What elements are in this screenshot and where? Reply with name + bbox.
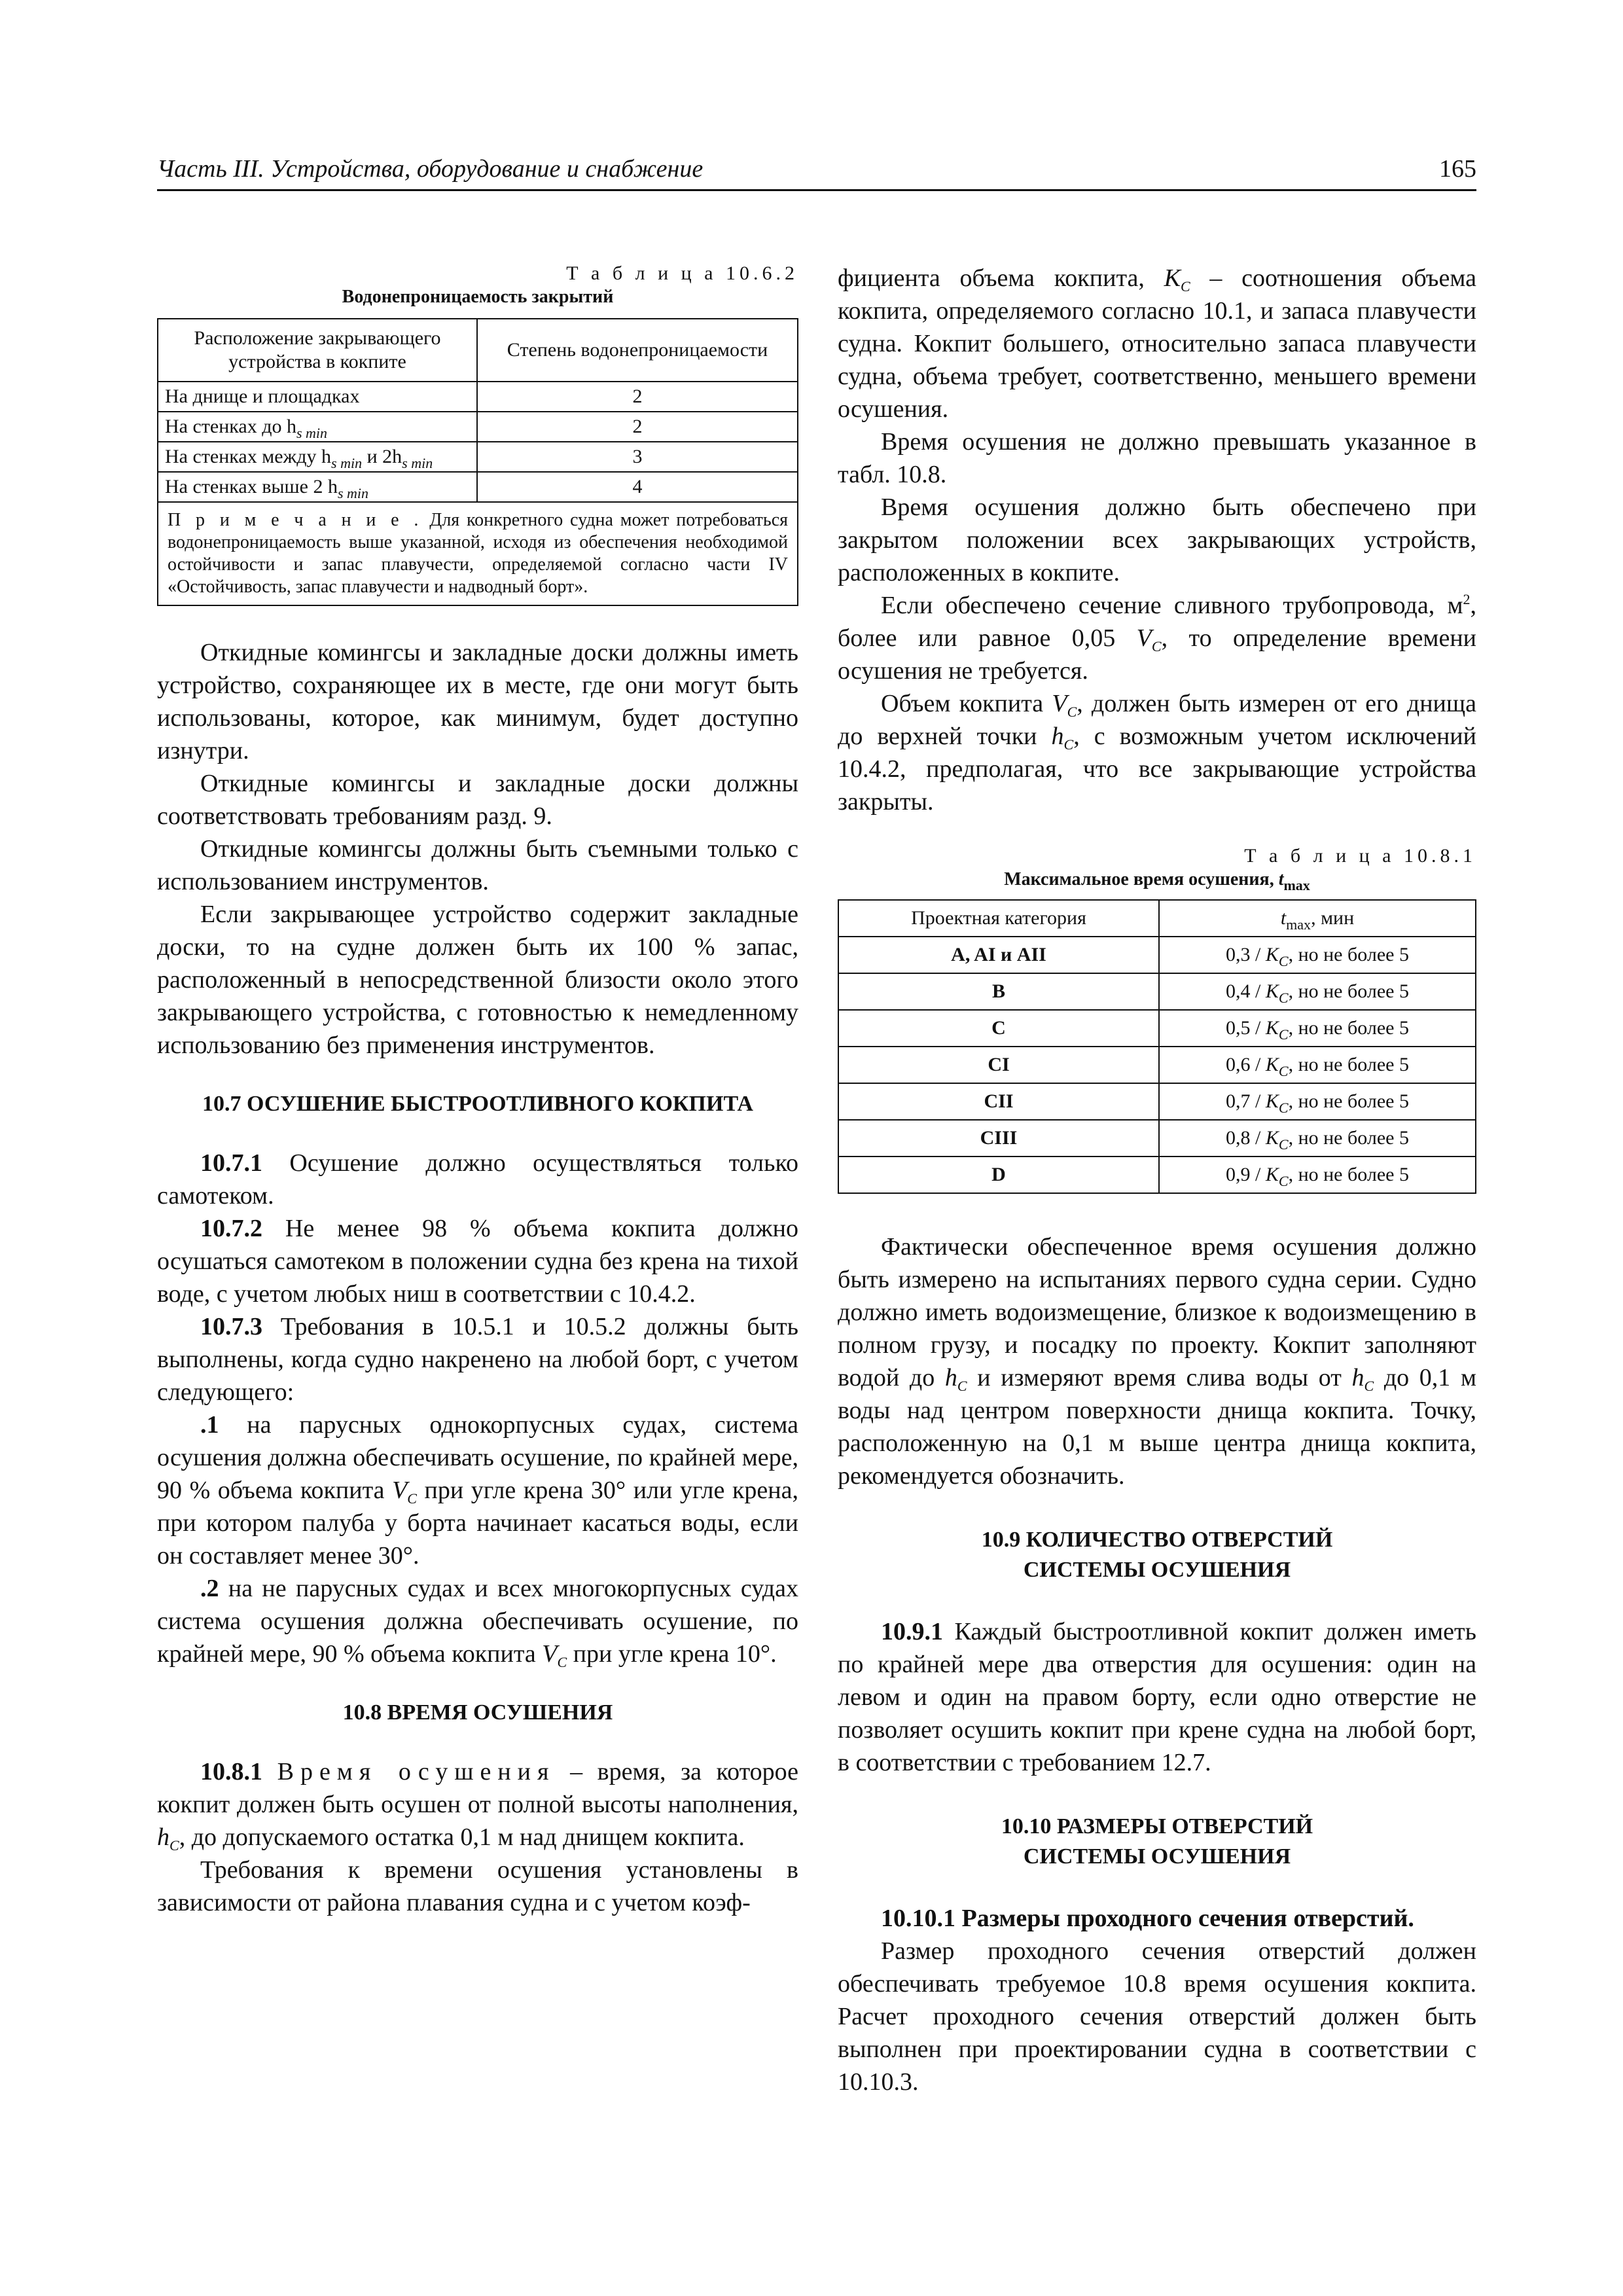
table-10-8-1-title: Максимальное время осушения, $t_{max}$ bbox=[1004, 869, 1310, 893]
time-cell: $0,5 / K_C$, но не более 5 bbox=[1159, 1010, 1476, 1047]
paragraph: Время осушения должно быть обеспечено при закрытом положении всех закрывающих устройств, расположенных в кокпите. bbox=[838, 493, 1476, 586]
table-header-row bbox=[158, 319, 798, 382]
row-location: На стенках до $h_{s min}$ bbox=[158, 412, 477, 442]
category-cell: CI bbox=[838, 1047, 1159, 1083]
category-cell: CII bbox=[838, 1083, 1159, 1120]
header-degree: Степень водонепроницаемости bbox=[477, 319, 798, 382]
right-column bbox=[838, 262, 1476, 2098]
paragraph: фициента объема кокпита, $K_C$ – соотношения объема кокпита, определяемого согласно 10.1, и запаса плавучести судна. Кокпит большего, относительно запаса плавучести судна, объема требует, соответственно, меньшего времени осушения. bbox=[838, 264, 1476, 423]
table-row bbox=[838, 1047, 1476, 1083]
header-time: $t_{max}$, мин bbox=[1159, 900, 1476, 937]
watertightness-table bbox=[157, 318, 798, 606]
time-cell: $0,4 / K_C$, но не более 5 bbox=[1159, 973, 1476, 1010]
page-number: 165 bbox=[1439, 155, 1476, 183]
paragraph-10-7-2: 10.7.2 Не менее 98 % объема кокпита должно осушаться самотеком в положении судна без крена на тихой воде, с учетом любых ниш в соответствии с 10.4.2. bbox=[157, 1215, 798, 1308]
table-row bbox=[158, 442, 798, 472]
paragraph-10-7-1: 10.7.1 Осушение должно осуществляться только самотеком. bbox=[157, 1149, 798, 1210]
paragraph-10-10-1: Размер проходного сечения отверстий должен обеспечивать требуемое 10.8 время осушения кокпита. Расчет проходного сечения отверстий должен быть выполнен при проектировании судна в соответствии с 10.10.3. bbox=[838, 1937, 1476, 2096]
row-degree: 2 bbox=[477, 412, 798, 442]
paragraph-10-7-3: 10.7.3 Требования в 10.5.1 и 10.5.2 должны быть выполнены, когда судно накренено на любой борт, с учетом следующего: bbox=[157, 1313, 798, 1406]
paragraph: Если обеспечено сечение сливного трубопровода, $м^2$, более или равное 0,05 $V_C$, то определение времени осушения не требуется. bbox=[838, 591, 1476, 685]
row-degree: 4 bbox=[477, 472, 798, 502]
section-heading-10-8: 10.8 ВРЕМЯ ОСУШЕНИЯ bbox=[342, 1700, 613, 1725]
table-row bbox=[838, 973, 1476, 1010]
header-location: Расположение закрывающего устройства в кокпите bbox=[158, 319, 477, 382]
list-item-2: .2 на не парусных судах и всех многокорпусных судах система осушения должна обеспечивать осушение, по крайней мере, 90 % объема кокпита $V_C$ при угле крена 10°. bbox=[157, 1575, 798, 1670]
time-cell: $0,3 / K_C$, но не более 5 bbox=[1159, 937, 1476, 973]
time-cell: $0,9 / K_C$, но не более 5 bbox=[1159, 1157, 1476, 1193]
paragraph: Фактически обеспеченное время осушения должно быть измерено на испытаниях первого судна серии. Судно должно иметь водоизмещение, близкое к водоизмещению в полном грузу, и посадку по проекту. Кокпит заполняют водой до $h_C$ и измеряют время слива воды от $h_C$ до 0,1 м воды над центром поверхности днища кокпита. Точку, расположенную на 0,1 м выше центра днища кокпита, рекомендуется обозначить. bbox=[838, 1233, 1477, 1490]
table-note: П р и м е ч а н и е . Для конкретного судна может потребоваться водонепроницаемость выше указанной, исходя из обеспечения необходимой остойчивости и запас плавучести, определяемой согласно части IV «Остойчивость, запас плавучести и надводный борт». bbox=[158, 502, 798, 605]
table-note-row bbox=[158, 502, 798, 605]
paragraph: Откидные комингсы и закладные доски должны иметь устройство, сохраняющее их в месте, где они могут быть использованы, которое, как минимум, будет доступно изнутри. bbox=[157, 639, 798, 764]
time-cell: $0,8 / K_C$, но не более 5 bbox=[1159, 1120, 1476, 1157]
page-header bbox=[157, 154, 1476, 191]
paragraph: Откидные комингсы должны быть съемными только с использованием инструментов. bbox=[157, 835, 798, 895]
table-row bbox=[838, 1010, 1476, 1047]
paragraph: Объем кокпита $V_C$, должен быть измерен от его днища до верхней точки $h_C$, с возможным учетом исключений 10.4.2, предполагая, что все закрывающие устройства закрыты. bbox=[838, 690, 1476, 816]
time-cell: $0,6 / K_C$, но не более 5 bbox=[1159, 1047, 1476, 1083]
paragraph-10-9-1: 10.9.1 Каждый быстроотливной кокпит должен иметь по крайней мере два отверстия для осушения: один на левом и один на правом борту, если одно отверстие не позволяет осушить кокпит при крене судна на любой борт, в соответствии с требованием 12.7. bbox=[838, 1618, 1476, 1776]
table-10-8-1-caption: Т а б л и ц а 10.8.1 bbox=[1244, 845, 1476, 867]
row-location: На стенках выше 2 $h_{s min}$ bbox=[158, 472, 477, 502]
category-cell: D bbox=[838, 1157, 1159, 1193]
table-row bbox=[838, 1083, 1476, 1120]
paragraph: Если закрывающее устройство содержит закладные доски, то на судне должен быть их 100 % запас, расположенный в непосредственной близости около этого закрывающего устройства, с готовностью к немедленному использованию без применения инструментов. bbox=[157, 901, 798, 1059]
table-row bbox=[838, 1120, 1476, 1157]
subsection-title-10-10-1: 10.10.1 Размеры проходного сечения отверстий. bbox=[881, 1905, 1414, 1932]
section-heading-10-7: 10.7 ОСУШЕНИЕ БЫСТРООТЛИВНОГО КОКПИТА bbox=[202, 1092, 753, 1116]
category-cell: C bbox=[838, 1010, 1159, 1047]
max-drain-time-table bbox=[838, 899, 1476, 1194]
running-title: Часть III. Устройства, оборудование и снабжение bbox=[157, 155, 704, 183]
section-heading-10-10: 10.10 РАЗМЕРЫ ОТВЕРСТИЙ СИСТЕМЫ ОСУШЕНИЯ bbox=[1001, 1814, 1313, 1869]
row-location: На стенках между $h_{s min}$ и $2h_{s min}$ bbox=[158, 442, 477, 472]
list-item-1: .1 на парусных однокорпусных судах, система осушения должна обеспечивать осушение, по крайней мере, 90 % объема кокпита $V_C$ при угле крена 30° или угле крена, при котором палуба у борта начинает касаться воды, если он составляет менее 30°. bbox=[157, 1411, 798, 1570]
paragraph: Откидные комингсы и закладные доски должны соответствовать требованиям разд. 9. bbox=[157, 770, 798, 830]
table-10-6-2-title: Водонепроницаемость закрытий bbox=[342, 287, 614, 307]
table-row bbox=[158, 472, 798, 502]
section-heading-10-9: 10.9 КОЛИЧЕСТВО ОТВЕРСТИЙ СИСТЕМЫ ОСУШЕНИЯ bbox=[981, 1528, 1333, 1582]
row-degree: 3 bbox=[477, 442, 798, 472]
paragraph-10-8-1: 10.8.1 Время осушения – время, за которое кокпит должен быть осушен от полной высоты наполнения, $h_C$, до допускаемого остатка 0,1 м над днищем кокпита. bbox=[157, 1758, 799, 1854]
paragraph: Время осушения не должно превышать указанное в табл. 10.8. bbox=[838, 428, 1476, 488]
table-row bbox=[158, 412, 798, 442]
table-header-row bbox=[838, 900, 1476, 937]
time-cell: $0,7 / K_C$, но не более 5 bbox=[1159, 1083, 1476, 1120]
table-row bbox=[838, 937, 1476, 973]
category-cell: CIII bbox=[838, 1120, 1159, 1157]
category-cell: A, AI и AII bbox=[838, 937, 1159, 973]
row-degree: 2 bbox=[477, 382, 798, 412]
table-row bbox=[158, 382, 798, 412]
header-design-category: Проектная категория bbox=[838, 900, 1159, 937]
row-location: На днище и площадках bbox=[158, 382, 477, 412]
table-row bbox=[838, 1157, 1476, 1193]
left-column bbox=[157, 262, 798, 1919]
paragraph: Требования к времени осушения установлены в зависимости от района плавания судна и с учетом коэф- bbox=[157, 1856, 798, 1916]
table-10-6-2-caption: Т а б л и ц а 10.6.2 bbox=[566, 262, 798, 284]
category-cell: B bbox=[838, 973, 1159, 1010]
